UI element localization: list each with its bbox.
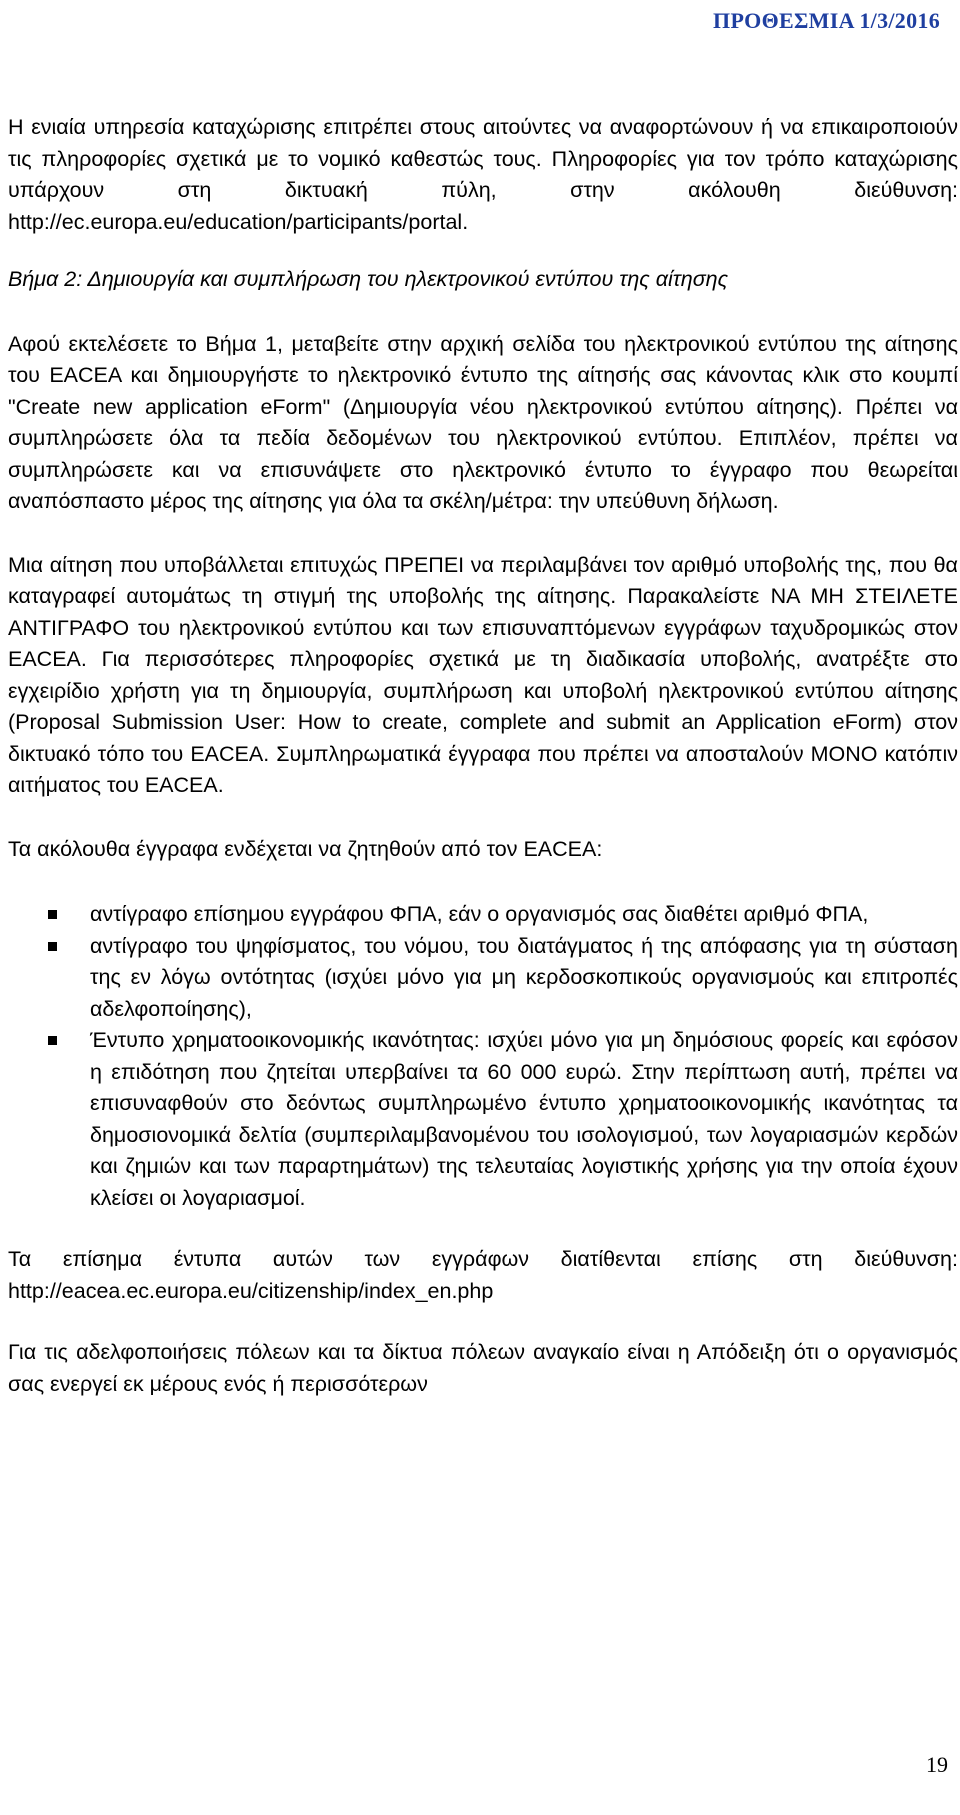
square-bullet-icon xyxy=(48,942,57,951)
square-bullet-icon xyxy=(48,1036,57,1045)
paragraph-town-twinning: Για τις αδελφοποιήσεις πόλεων και τα δίκτυα πόλεων αναγκαίο είναι η Απόδειξη ότι ο οργανισμός σας ενεργεί εκ μέρους ενός ή περισσότερων xyxy=(8,1340,958,1396)
document-body xyxy=(8,112,958,1400)
square-bullet-icon xyxy=(48,910,57,919)
paragraph-documents-intro: Τα ακόλουθα έγγραφα ενδέχεται να ζητηθούν από τον EACEA: xyxy=(8,836,603,861)
page-number: 19 xyxy=(926,1752,948,1777)
paragraph-registration: Η ενιαία υπηρεσία καταχώρισης επιτρέπει στους αιτούντες να αναφορτώνουν ή να επικαιροποιούν τις πληροφορίες σχετικά με το νομικό καθεστώς τους. Πληροφορίες για τον τρόπο καταχώρισης υπάρχουν στη δικτυακή πύλη, στην ακόλουθη διεύθυνση: http://ec.europa.eu/education/participants/portal. xyxy=(8,115,958,234)
list-item-text: αντίγραφο του ψηφίσματος, του νόμου, του διατάγματος ή της απόφασης για τη σύσταση της εν λόγω οντότητας (ισχύει μόνο για μη κερδοσκοπικούς οργανισμούς και επιτροπές αδελφοποίησης), xyxy=(90,933,958,1021)
step-2-heading: Βήμα 2: Δημιουργία και συμπλήρωση του ηλεκτρονικού εντύπου της αίτησης xyxy=(8,267,729,291)
paragraph-official-forms: Τα επίσημα έντυπα αυτών των εγγράφων διατίθενται επίσης στη διεύθυνση: http://eacea.ec.europa.eu/citizenship/index_en.php xyxy=(8,1247,958,1303)
list-item-text: Έντυπο χρηματοοικονομικής ικανότητας: ισχύει μόνο για μη δημόσιους φορείς και εφόσον η επιδότηση που ζητείται υπερβαίνει τα 60 000 ευρώ. Στην περίπτωση αυτή, πρέπει να επισυναφθούν στο δεόντως συμπληρωμένο έντυπο χρηματοοικονομικής ικανότητας τα δημοσιονομικά δελτία (συμπεριλαμβανομένου του ισολογισμού, των λογαριασμών κερδών και ζημιών και των παραρτημάτων) της τελευταίας λογιστικής χρήσης για την οποία έχουν κλείσει οι λογαριασμοί. xyxy=(90,1028,958,1210)
documents-list xyxy=(8,899,958,1214)
list-item xyxy=(8,1025,958,1214)
list-item-text: αντίγραφο επίσημου εγγράφου ΦΠΑ, εάν ο οργανισμός σας διαθέτει αριθμό ΦΠΑ, xyxy=(90,902,869,926)
paragraph-submission: Μια αίτηση που υποβάλλεται επιτυχώς ΠΡΕΠΕΙ να περιλαμβάνει τον αριθμό υποβολής της, που θα καταγραφεί αυτομάτως τη στιγμή της υποβολής της αίτησης. Παρακαλείστε ΝΑ ΜΗ ΣΤΕΙΛΕΤΕ ΑΝΤΙΓΡΑΦΟ του ηλεκτρονικού εντύπου και των επισυναπτόμενων εγγράφων ταχυδρομικώς στον EACEA. Για περισσότερες πληροφορίες σχετικά με τη διαδικασία υποβολής, ανατρέξτε στο εγχειρίδιο χρήστη για τη δημιουργία, συμπλήρωση και υποβολή ηλεκτρονικού εντύπου αίτησης (Proposal Submission User: How to create, complete and submit an Application eForm) στον δικτυακό τόπο του EACEA. Συμπληρωματικά έγγραφα που πρέπει να αποσταλούν ΜΟΝΟ κατόπιν αιτήματος του EACEA. xyxy=(8,552,958,797)
paragraph-step-2: Αφού εκτελέσετε το Βήμα 1, μεταβείτε στην αρχική σελίδα του ηλεκτρονικού εντύπου της αίτησης του EACEA και δημιουργήστε το ηλεκτρονικό έντυπο της αίτησής σας κάνοντας κλικ στο κουμπί "Create new application eForm" (Δημιουργία νέου ηλεκτρονικού εντύπου αίτησης). Πρέπει να συμπληρώσετε όλα τα πεδία δεδομένων του ηλεκτρονικού εντύπου. Επιπλέον, πρέπει να συμπληρώσετε και να επισυνάψετε στο ηλεκτρονικό έντυπο το έγγραφο που θεωρείται αναπόσπαστο μέρος της αίτησης για όλα τα σκέλη/μέτρα: την υπεύθυνη δήλωση. xyxy=(8,331,958,513)
list-item xyxy=(8,931,958,1026)
list-item xyxy=(8,899,958,931)
deadline-header: ΠΡΟΘΕΣΜΙΑ 1/3/2016 xyxy=(713,8,940,33)
